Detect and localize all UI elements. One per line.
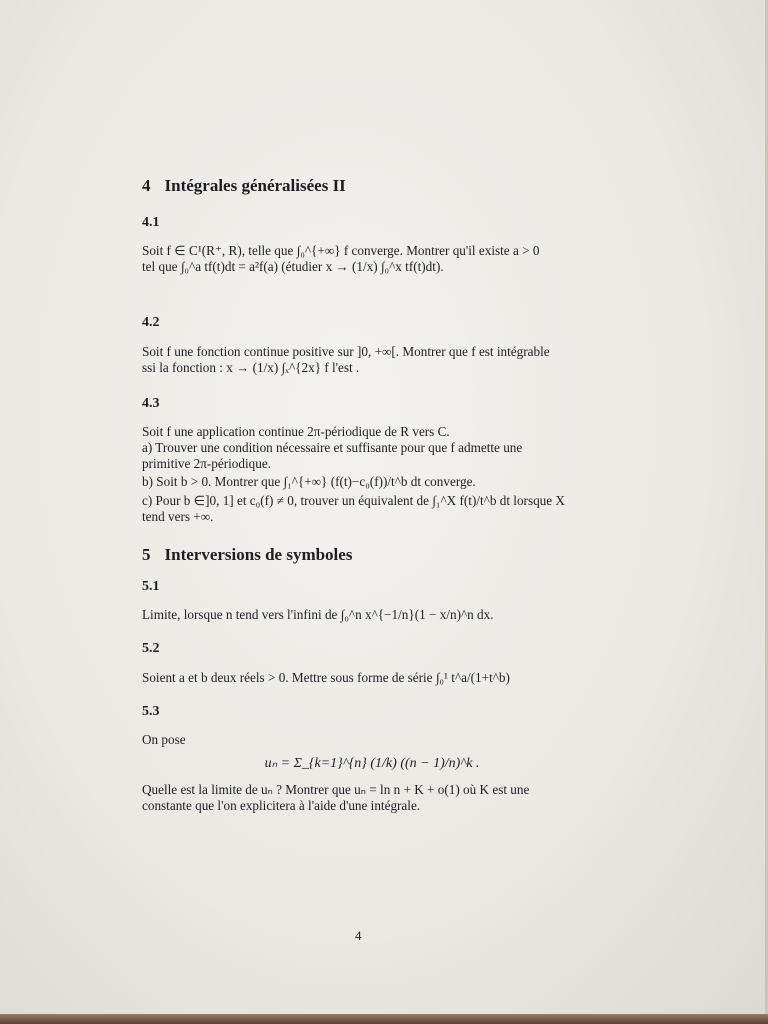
exercise-4-3-line-5: c) Pour b ∈]0, 1] et c₀(f) ≠ 0, trouver un équivalent de ∫₁^X f(t)/t^b dt lorsque X xyxy=(142,493,565,508)
section-5-number: 5 xyxy=(142,545,151,564)
exercise-5-3-label: 5.3 xyxy=(142,704,160,719)
exercise-4-3-line-4: b) Soit b > 0. Montrer que ∫₁^{+∞} (f(t)−c₀(f))/t^b dt converge. xyxy=(142,474,476,489)
exercise-5-3-equation: uₙ = Σ_{k=1}^{n} (1/k) ((n − 1)/n)^k . xyxy=(264,756,480,771)
exercise-4-2-label: 4.2 xyxy=(142,315,160,330)
exercise-4-1-label: 4.1 xyxy=(142,215,160,230)
exercise-4-2-line-2: ssi la fonction : x → (1/x) ∫ₓ^{2x} f l'est . xyxy=(142,360,360,375)
exercise-4-3-line-2: a) Trouver une condition nécessaire et suffisante pour que f admette une xyxy=(142,440,523,455)
exercise-4-2-line-1: Soit f une fonction continue positive sur ]0, +∞[. Montrer que f est intégrable xyxy=(142,344,550,359)
exercise-4-3-label: 4.3 xyxy=(142,396,160,411)
exercise-4-1-text xyxy=(142,243,602,275)
section-4-title: Intégrales généralisées II xyxy=(164,176,346,195)
exercise-4-3-line-1: Soit f une application continue 2π-périodique de R vers C. xyxy=(142,424,450,439)
exercise-5-2-line-1: Soient a et b deux réels > 0. Mettre sous forme de série ∫₀¹ t^a/(1+t^b) xyxy=(142,670,510,685)
section-5-title: Interversions de symboles xyxy=(164,545,353,564)
section-5-heading xyxy=(142,547,602,563)
page-number: 4 xyxy=(355,928,362,943)
section-4-number: 4 xyxy=(142,176,151,195)
exercise-5-3-intro: On pose xyxy=(142,732,186,747)
exercise-5-1-line-1: Limite, lorsque n tend vers l'infini de ∫₀^n x^{−1/n}(1 − x/n)^n dx. xyxy=(142,607,494,622)
page-edge-bottom xyxy=(0,1014,768,1024)
exercise-5-3-text xyxy=(142,732,602,814)
exercise-4-3-text xyxy=(142,424,602,525)
exercise-5-1-text xyxy=(142,607,602,623)
exercise-5-3-line-2: constante que l'on explicitera à l'aide d'une intégrale. xyxy=(142,798,421,813)
exercise-4-1-line-1: Soit f ∈ C¹(R⁺, R), telle que ∫₀^{+∞} f converge. Montrer qu'il existe a > 0 xyxy=(142,243,540,258)
page-content xyxy=(142,170,602,814)
section-4-heading xyxy=(142,178,602,194)
exercise-5-2-label: 5.2 xyxy=(142,641,160,656)
exercise-4-3-line-6: tend vers +∞. xyxy=(142,509,214,524)
exercise-4-2-text xyxy=(142,344,602,376)
exercise-5-1-label: 5.1 xyxy=(142,579,160,594)
exercise-5-3-line-1: Quelle est la limite de uₙ ? Montrer que uₙ = ln n + K + o(1) où K est une xyxy=(142,782,530,797)
exercise-5-2-text xyxy=(142,670,602,686)
exercise-4-1-line-2: tel que ∫₀^a tf(t)dt = a²f(a) (étudier x → (1/x) ∫₀^x tf(t)dt). xyxy=(142,259,444,274)
exercise-4-3-line-3: primitive 2π-périodique. xyxy=(142,456,271,471)
